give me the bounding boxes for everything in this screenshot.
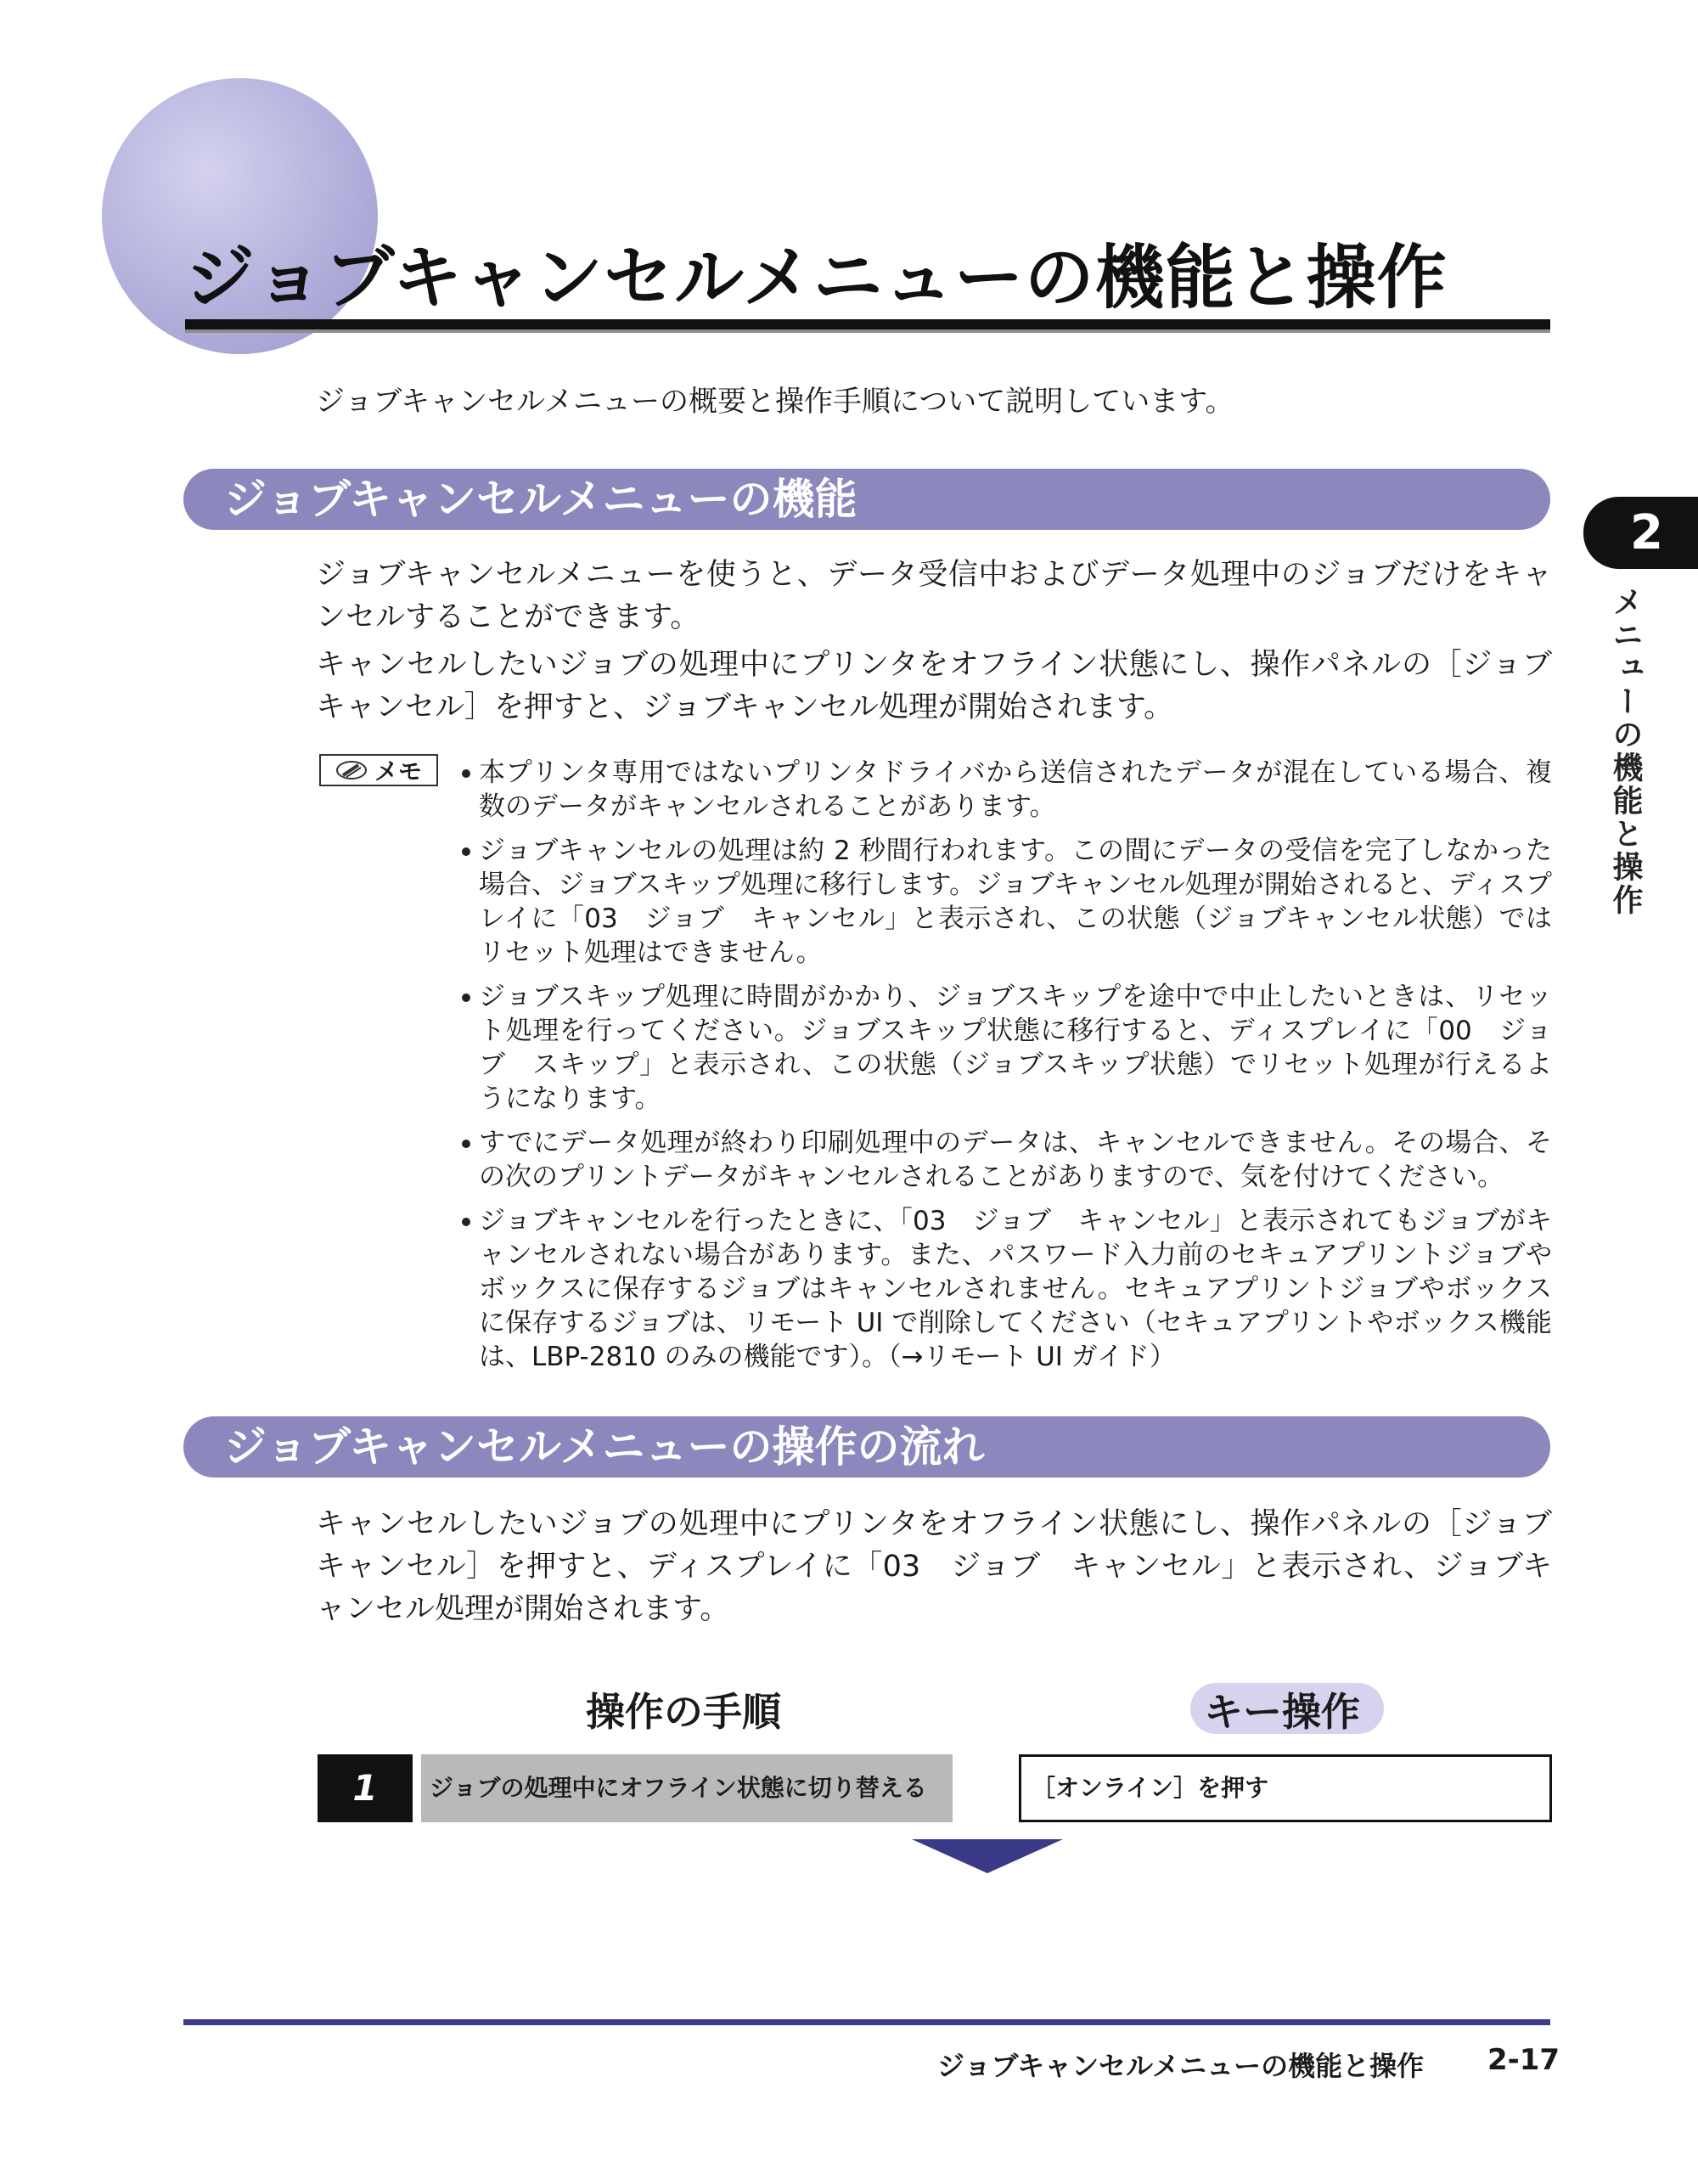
- section-heading-function: ジョブキャンセルメニューの機能: [183, 469, 1550, 530]
- section2-paragraph: キャンセルしたいジョブの処理中にプリンタをオフライン状態にし、操作パネルの［ジョブキャンセル］を押すと、ディスプレイに「03 ジョブ キャンセル」と表示され、ジョブキャンセル処理が開始されます。: [316, 1507, 1552, 1626]
- step-description: ジョブの処理中にオフライン状態に切り替える: [421, 1754, 953, 1822]
- pencil-icon: [335, 760, 368, 780]
- title-rule: [185, 319, 1550, 329]
- memo-list: [458, 756, 1552, 1384]
- section1-paragraph-2: キャンセルしたいジョブの処理中にプリンタをオフライン状態にし、操作パネルの［ジョブキャンセル］を押すと、ジョブキャンセル処理が開始されます。: [316, 648, 1552, 724]
- procedure-keys-header: キー操作: [1204, 1689, 1360, 1735]
- memo-item: すでにデータ処理が終わり印刷処理中のデータは、キャンセルできません。その場合、その次のプリントデータがキャンセルされることがありますので、気を付けてください。: [458, 1126, 1552, 1194]
- intro-text: ジョブキャンセルメニューの概要と操作手順について説明しています。: [316, 385, 1234, 419]
- section-heading-flow: ジョブキャンセルメニューの操作の流れ: [183, 1416, 1550, 1478]
- memo-item: ジョブスキップ処理に時間がかかり、ジョブスキップを途中で中止したいときは、リセット処理を行ってください。ジョブスキップ状態に移行すると、ディスプレイに「00 ジョブ スキップ」と表示され、この状態（ジョブスキップ状態）でリセット処理が行えるようになります。: [458, 980, 1552, 1116]
- chapter-tab-number: 2: [1583, 497, 1698, 569]
- memo-label: メモ: [374, 757, 422, 785]
- down-arrow-icon: [912, 1839, 1063, 1873]
- step-key-operation: ［オンライン］を押す: [1019, 1754, 1552, 1822]
- step-number: 1: [318, 1754, 413, 1822]
- page-title: ジョブキャンセルメニューの機能と操作: [185, 238, 1448, 318]
- memo-item: ジョブキャンセルの処理は約 2 秒間行われます。この間にデータの受信を完了しなかった場合、ジョブスキップ処理に移行します。ジョブキャンセル処理が開始されると、ディスプレイに「03 ジョブ キャンセル」と表示され、この状態（ジョブキャンセル状態）ではリセット処理はできません。: [458, 834, 1552, 970]
- footer-rule: [183, 2019, 1550, 2025]
- memo-item: 本プリンタ専用ではないプリンタドライバから送信されたデータが混在している場合、複数のデータがキャンセルされることがあります。: [458, 756, 1552, 824]
- procedure-steps-header: 操作の手順: [586, 1689, 781, 1735]
- memo-badge: [319, 754, 438, 786]
- page-number: 2-17: [1487, 2043, 1560, 2077]
- footer-title: ジョブキャンセルメニューの機能と操作: [937, 2050, 1425, 2082]
- section1-paragraph-1: ジョブキャンセルメニューを使うと、データ受信中およびデータ処理中のジョブだけをキャンセルすることができます。: [316, 558, 1552, 634]
- title-rule-shadow: [185, 329, 1550, 333]
- chapter-tab-label: メニューの機能と操作: [1608, 586, 1643, 917]
- memo-item: ジョブキャンセルを行ったときに、「03 ジョブ キャンセル」と表示されてもジョブがキャンセルされない場合があります。また、パスワード入力前のセキュアプリントジョブやボックスに保存するジョブはキャンセルされません。セキュアプリントジョブやボックスに保存するジョブは、リモート UI で削除してください（セキュアプリントやボックス機能は、LBP-2810 のみの機能です）。（→リモート UI ガイド）: [458, 1204, 1552, 1374]
